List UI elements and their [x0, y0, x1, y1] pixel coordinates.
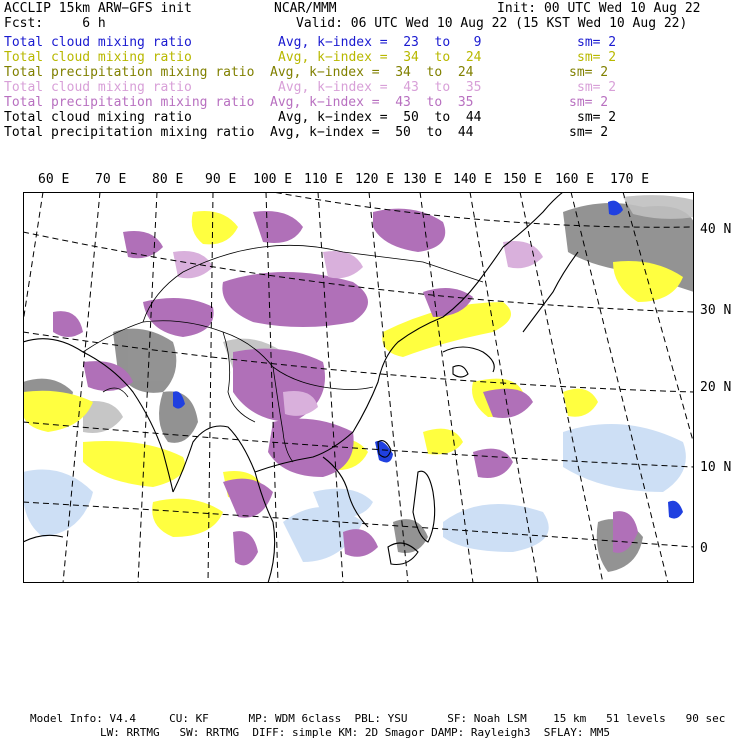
lon-label-70e: 70 E	[95, 172, 127, 187]
field-avg-4: Avg, k−index = 43 to 35	[278, 80, 482, 95]
lon-label-80e: 80 E	[152, 172, 184, 187]
lon-label-110e: 110 E	[304, 172, 344, 187]
field-name-5: Total precipitation mixing ratio	[4, 95, 255, 110]
lon-label-140e: 140 E	[453, 172, 493, 187]
lon-label-90e: 90 E	[205, 172, 237, 187]
lat-label-0: 0	[700, 541, 708, 556]
field-avg-5: Avg, k−index = 43 to 35	[270, 95, 474, 110]
field-name-2: Total cloud mixing ratio	[4, 50, 192, 65]
field-avg-6: Avg, k−index = 50 to 44	[278, 110, 482, 125]
field-avg-7: Avg, k−index = 50 to 44	[270, 125, 474, 140]
field-name-3: Total precipitation mixing ratio	[4, 65, 255, 80]
init-time: Init: 00 UTC Wed 10 Aug 22	[497, 1, 701, 16]
lon-label-130e: 130 E	[403, 172, 443, 187]
lon-label-170e: 170 E	[610, 172, 650, 187]
lon-label-160e: 160 E	[555, 172, 595, 187]
forecast-map	[23, 192, 694, 583]
field-name-7: Total precipitation mixing ratio	[4, 125, 255, 140]
field-name-1: Total cloud mixing ratio	[4, 35, 192, 50]
lat-label-20n: 20 N	[700, 380, 732, 395]
model-title: ACCLIP 15km ARW−GFS init	[4, 1, 192, 16]
forecast-hour: Fcst: 6 h	[4, 16, 106, 31]
field-sm-1: sm= 2	[577, 35, 617, 50]
field-avg-3: Avg, k−index = 34 to 24	[270, 65, 474, 80]
field-sm-5: sm= 2	[569, 95, 609, 110]
lat-label-10n: 10 N	[700, 460, 732, 475]
footer-model-info: Model Info: V4.4 CU: KF MP: WDM 6class PBL: YSU SF: Noah LSM 15 km 51 levels 90 sec	[30, 712, 726, 725]
lat-label-40n: 40 N	[700, 222, 732, 237]
field-sm-4: sm= 2	[577, 80, 617, 95]
field-sm-2: sm= 2	[577, 50, 617, 65]
field-sm-3: sm= 2	[569, 65, 609, 80]
field-sm-6: sm= 2	[577, 110, 617, 125]
field-avg-2: Avg, k−index = 34 to 24	[278, 50, 482, 65]
lon-label-100e: 100 E	[253, 172, 293, 187]
field-name-4: Total cloud mixing ratio	[4, 80, 192, 95]
field-name-6: Total cloud mixing ratio	[4, 110, 192, 125]
lon-label-120e: 120 E	[355, 172, 395, 187]
field-avg-1: Avg, k−index = 23 to 9	[278, 35, 482, 50]
valid-time: Valid: 06 UTC Wed 10 Aug 22 (15 KST Wed 10 Aug 22)	[296, 16, 688, 31]
lon-label-60e: 60 E	[38, 172, 70, 187]
footer-physics-info: LW: RRTMG SW: RRTMG DIFF: simple KM: 2D Smagor DAMP: Rayleigh3 SFLAY: MM5	[100, 726, 610, 739]
center-name: NCAR/MMM	[274, 1, 337, 16]
lon-label-150e: 150 E	[503, 172, 543, 187]
lat-label-30n: 30 N	[700, 303, 732, 318]
field-sm-7: sm= 2	[569, 125, 609, 140]
